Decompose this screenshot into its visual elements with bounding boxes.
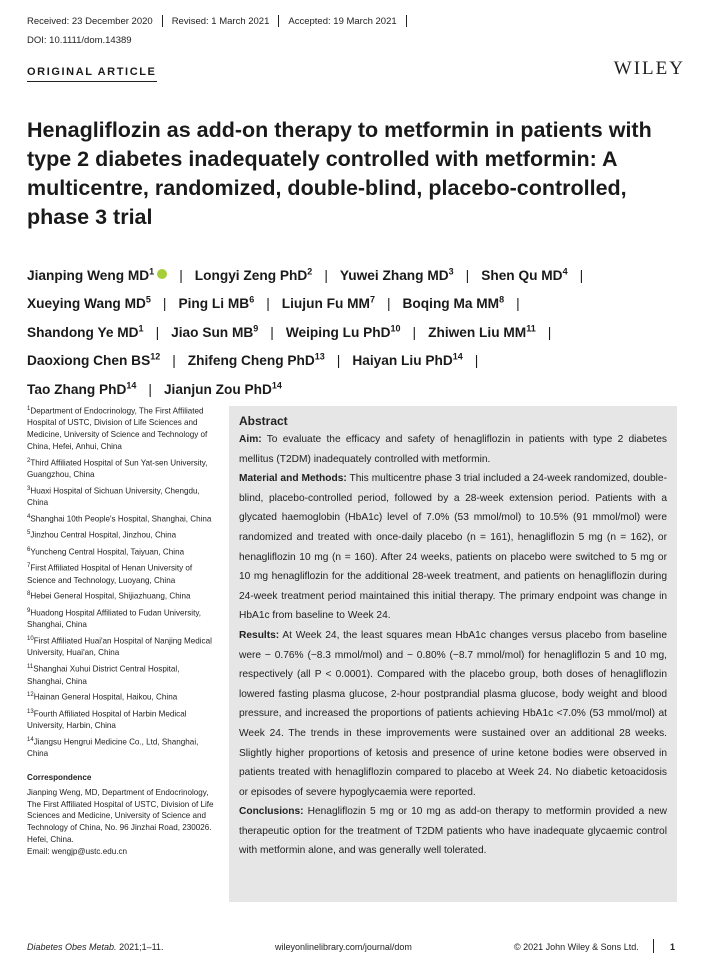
abstract-heading: Abstract [239,414,288,428]
affiliation-marker: 3 [448,266,454,276]
author-entry [27,325,144,340]
author-entry [195,268,313,283]
author-name[interactable]: Weiping Lu PhD [285,324,391,340]
correspondence-email[interactable]: Email: wengjp@ustc.edu.cn [27,846,127,856]
affiliation-marker: 14 [126,380,137,391]
affiliation-number: 10 [27,635,34,642]
author-separator: | [179,267,183,283]
author-name[interactable]: Zhiwen Liu MM [428,324,527,340]
affiliation-item [27,735,217,760]
affiliation-marker: 10 [390,323,401,334]
divider [278,15,279,27]
affiliation-item [27,690,217,703]
orcid-icon[interactable] [157,269,167,279]
author-entry [164,382,282,397]
author-name[interactable]: Zhifeng Cheng PhD [187,353,315,369]
author-entry [27,296,151,311]
affiliation-marker: 12 [150,351,161,362]
affiliation-text: Shanghai Xuhui District Central Hospital, Shanghai, China [27,664,180,686]
affiliation-marker: 6 [249,294,255,305]
author-separator: | [266,296,270,312]
affiliation-text: Huaxi Hospital of Sichuan University, Chengdu, China [27,486,200,508]
author-entry [178,296,254,311]
author-separator: | [386,296,391,312]
author-separator: | [270,324,274,340]
affiliation-marker: 1 [138,323,144,334]
journal-name: Diabetes Obes Metab. [27,942,117,952]
affiliation-marker: 2 [307,266,313,276]
author-name[interactable]: Tao Zhang PhD [27,381,127,397]
copyright: © 2021 John Wiley & Sons Ltd. [514,942,639,952]
revised-date: Revised: 1 March 2021 [171,15,270,27]
footer-citation [27,942,163,952]
abstract-section-text: To evaluate the efficacy and safety of henagliflozin in patients with type 2 diabetes mellitus (T2DM) inadequately controlled with metformin. [239,434,668,465]
author-name[interactable]: Haiyan Liu PhD [352,353,453,369]
abstract-body [239,430,667,861]
author-separator: | [579,267,584,283]
affiliation-number: 13 [27,708,34,715]
affiliation-marker: 14 [452,351,463,362]
affiliation-text: Third Affiliated Hospital of Sun Yat-sen University, Guangzhou, China [27,458,208,480]
author-separator: | [336,353,341,369]
affiliation-text: Department of Endocrinology, The First Affiliated Hospital of USTC, Division of Life Sciences and Medicine, University of Science and Technology of China, Hefei, Anhui, China [27,406,208,452]
affiliation-text: Jinzhou Central Hospital, Jinzhou, China [30,531,177,541]
affiliation-number: 6 [27,546,31,553]
page-number: 1 [670,942,676,952]
author-name[interactable]: Ping Li MB [178,296,250,312]
correspondence-heading: Correspondence [27,773,92,783]
accepted-date: Accepted: 19 March 2021 [288,15,397,27]
author-entry [286,325,401,340]
affiliation-text: First Affiliated Huai'an Hospital of Nanjing Medical University, Huai'an, China [27,636,212,658]
author-entry [340,268,454,283]
author-name[interactable]: Boqing Ma MM [402,296,500,312]
affiliation-number: 5 [27,530,31,537]
affiliation-item [27,545,217,558]
author-entry [403,296,505,311]
affiliation-marker: 7 [369,294,375,305]
author-name[interactable]: Xueying Wang MD [27,296,146,312]
doi[interactable]: DOI: 10.1111/dom.14389 [27,35,132,46]
correspondence-address: Jianping Weng, MD, Department of Endocrinology, The First Affiliated Hospital of USTC, Division of Life Sciences and Medicine, University of Science and Technology of China, No. 96 Jinzhai Road, 230026. Hefei, China. [27,787,214,844]
author-name[interactable]: Longyi Zeng PhD [194,267,308,283]
affiliation-item [27,606,217,631]
affiliation-text: Hebei General Hospital, Shijiazhuang, China [30,592,191,602]
abstract-section-text: This multicentre phase 3 trial included a 24-week randomized, double-blind, placebo-controlled period, followed by a 28-week extension period. Patients with a glycated haemoglobin (HbA1c) level of 7.0% (53 mmol/mol) to 10.5% (91 mmol/mol) were randomized and treated with once-daily placebo (n = 161), henagliflozin 5 mg (n = 162), or henagliflozin 10 mg (n = 160). After 24 weeks, patients on placebo were switched to 5 mg or 10 mg henagliflozin for the additional 28-week treatment, and patients on henagliflozin during 24-week treatment period maintained this initial therapy. The primary endpoint was change in HbA1c from baseline to Week 24. [239,473,667,622]
author-name[interactable]: Daoxiong Chen BS [27,353,151,369]
affiliation-item [27,561,217,586]
author-separator: | [474,353,479,369]
abstract-section [239,626,667,802]
affiliation-text: Hainan General Hospital, Haikou, China [33,692,178,702]
affiliation-text: Fourth Affiliated Hospital of Harbin Medical University, Harbin, China [27,709,187,731]
affiliation-item [27,512,217,525]
affiliation-item [27,456,217,481]
author-separator: | [547,324,552,340]
author-separator: | [162,296,167,312]
received-date: Received: 23 December 2020 [27,15,153,27]
author-entry [352,353,462,368]
author-separator: | [172,353,176,369]
affiliation-item [27,662,217,687]
affiliation-item [27,634,217,659]
author-name[interactable]: Jianjun Zou PhD [163,381,272,397]
divider [406,15,407,27]
author-entry [481,268,567,283]
affiliation-number: 8 [27,591,31,598]
author-entry [171,325,258,340]
citation-years: 2021;1–11. [116,942,164,952]
divider [162,15,163,27]
author-separator: | [516,296,520,312]
affiliation-number: 12 [27,692,34,699]
affiliation-marker: 8 [499,294,505,305]
author-separator: | [324,267,328,283]
author-name[interactable]: Shen Qu MD [481,267,563,283]
divider [653,939,654,953]
article-title: Henagliflozin as add-on therapy to metformin in patients with type 2 diabetes inadequately controlled with metformin: A multicentre, randomized, double-blind, placebo-controlled, phase 3 trial [27,118,652,229]
article-type: ORIGINAL ARTICLE [27,66,157,82]
author-separator: | [465,267,470,283]
author-name[interactable]: Jianping Weng MD [27,267,150,283]
affiliation-number: 11 [27,664,34,671]
abstract-section [239,430,667,469]
affiliation-item [27,528,217,541]
abstract-section-text: Henagliflozin 5 mg or 10 mg as add-on therapy to metformin provided a new therapeutic option for the treatment of T2DM patients who have inadequate glycaemic control with metformin alone, and was generally well tolerated. [239,806,667,857]
author-list [27,259,697,402]
abstract-box [229,406,677,902]
affiliation-number: 14 [27,736,34,743]
author-entry [282,296,375,311]
abstract-section-text: At Week 24, the least squares mean HbA1c changes versus placebo from baseline were − 0.76% (−8.3 mmol/mol) and − 0.80% (−8.7 mmol/mol) for henagliflozin 5 and 10 mg, respectively (all P < 0.0001). Compared with the placebo group, both doses of henagliflozin lowered fasting plasma glucose, 2-hour postprandial plasma glucose, body weight and blood pressure, and increased the proportions of patients achieving HbA1c <7.0% (53 mmol/mol) at Week 24. The trends in these improvements were sustained over an additional 28 weeks. Slightly higher proportions of ketosis and presence of urine ketone bodies were observed in patients treated with henagliflozin compared to placebo at Week 24. No diabetic ketoacidosis or episodes of severe hypoglycaemia were reported. [239,629,667,798]
abstract-section-label: Material and Methods: [239,473,347,485]
affiliation-text: Yuncheng Central Hospital, Taiyuan, China [30,547,185,557]
affiliation-marker: 14 [271,380,282,391]
affiliation-text: Shanghai 10th People's Hospital, Shanghai, China [30,514,212,524]
abstract-section-label: Conclusions: [239,806,304,818]
affiliation-number: 2 [27,457,31,464]
affiliation-marker: 13 [314,351,325,362]
author-entry [428,325,536,340]
abstract-section-label: Aim: [239,434,262,445]
affiliation-item [27,484,217,509]
author-separator: | [148,381,152,397]
author-entry [188,353,325,368]
author-separator: | [155,324,160,340]
affiliation-number: 7 [27,563,31,570]
author-name[interactable]: Yuwei Zhang MD [339,267,449,283]
affiliation-item [27,589,217,602]
abstract-section [239,802,667,861]
affiliation-marker: 5 [145,294,151,305]
author-separator: | [412,324,417,340]
author-entry [27,353,160,368]
affiliation-marker: 1 [149,266,155,276]
affiliation-text: Huadong Hospital Affiliated to Fudan University, Shanghai, China [27,608,202,630]
author-name[interactable]: Jiao Sun MB [171,324,254,340]
affiliation-item [27,707,217,732]
affiliation-number: 3 [27,485,31,492]
affiliation-list [27,404,217,760]
affiliation-number: 1 [27,406,31,412]
affiliations-column [27,404,217,858]
affiliation-text: First Affiliated Hospital of Henan University of Science and Technology, Luoyang, China [27,563,193,585]
affiliation-number: 4 [27,514,31,521]
abstract-section-label: Results: [239,629,280,641]
author-entry [27,268,167,283]
affiliation-text: Jiangsu Hengrui Medicine Co., Ltd, Shanghai, China [27,737,199,759]
author-entry [27,382,136,397]
journal-url[interactable]: wileyonlinelibrary.com/journal/dom [275,942,412,952]
author-name[interactable]: Shandong Ye MD [27,324,139,340]
affiliation-marker: 4 [562,266,568,276]
affiliation-marker: 9 [253,323,259,334]
affiliation-number: 9 [27,607,31,614]
affiliation-marker: 11 [526,323,536,334]
affiliation-item [27,404,217,453]
history-dates [27,15,416,27]
publisher-logo: WILEY [613,58,685,79]
author-name[interactable]: Liujun Fu MM [281,296,370,312]
abstract-section [239,469,667,626]
